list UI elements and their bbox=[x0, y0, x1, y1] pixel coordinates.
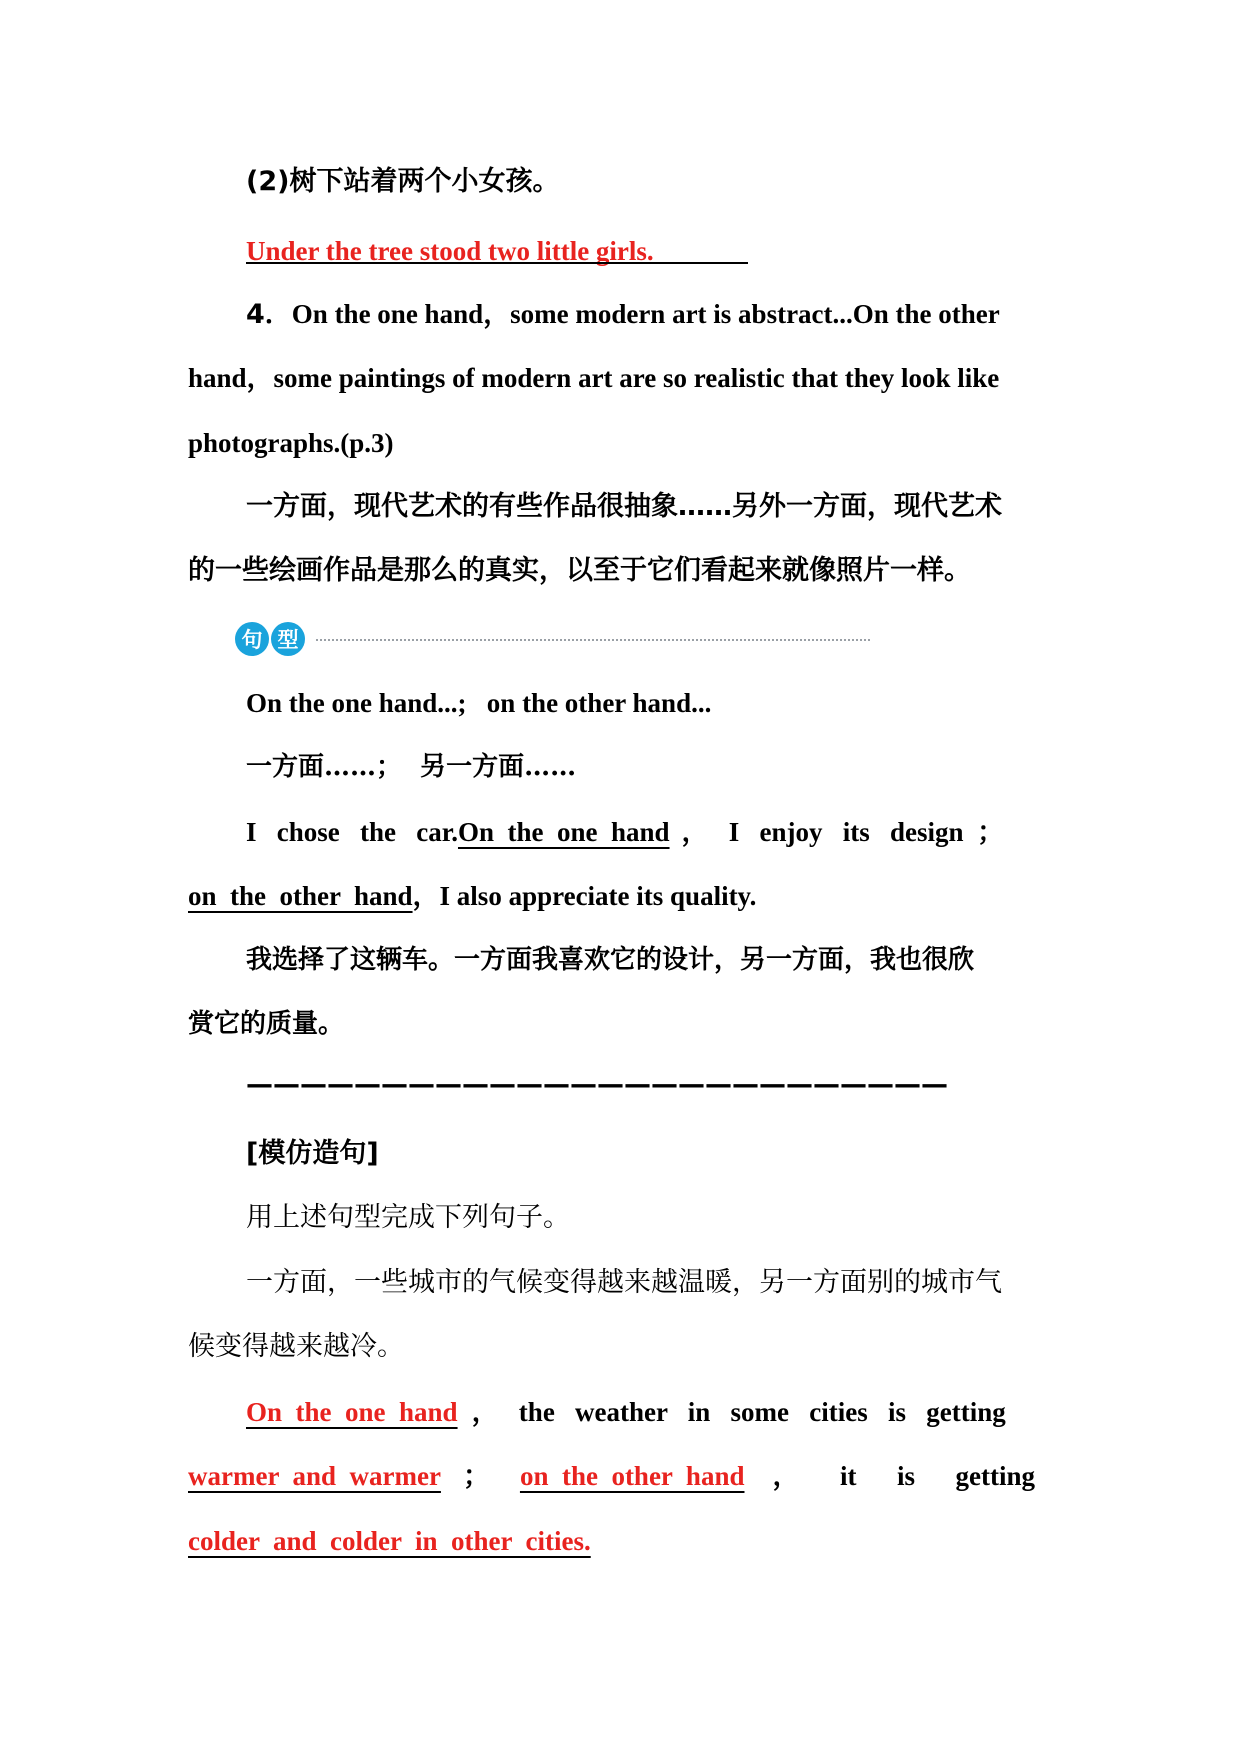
pattern-badge bbox=[235, 619, 307, 659]
item4-line1: 4．On the one hand，some modern art is abstract...On the other bbox=[246, 299, 1000, 330]
imitation-prompt-line2: 候变得越来越冷。 bbox=[188, 1331, 404, 1362]
imitation-answer-line3 bbox=[188, 1521, 1058, 1561]
answer-blank-2: warmer and warmer bbox=[188, 1461, 441, 1491]
example-answer: Under the tree stood two little girls. bbox=[246, 236, 654, 266]
pattern-example-blank-1: On the one hand bbox=[457, 817, 670, 847]
item4-line2: hand，some paintings of modern art are so realistic that they look like bbox=[188, 363, 1000, 393]
example-answer-underline bbox=[246, 262, 748, 264]
separator-line: —————————————————————————— bbox=[246, 1069, 948, 1100]
imitation-instruction: 用上述句型完成下列句子。 bbox=[246, 1202, 570, 1233]
example-chinese: (2)树下站着两个小女孩。 bbox=[246, 166, 560, 197]
pattern-structure: On the one hand...; on the other hand... bbox=[246, 688, 712, 718]
pattern-example-cn-line1: 我选择了这辆车。一方面我喜欢它的设计，另一方面，我也很欣 bbox=[246, 945, 975, 975]
imitation-answer-line1: On the one hand ， the weather in some cities is getting bbox=[246, 1397, 1006, 1427]
pattern-example-line1: I chose the car.On the one hand ， I enjoy its design ； bbox=[246, 817, 1005, 847]
pattern-badge-char-1: 句 bbox=[235, 622, 269, 656]
imitation-answer-line2: warmer and warmer ； on the other hand ， it is getting bbox=[188, 1461, 1035, 1491]
item4-translation-line1: 一方面，现代艺术的有些作品很抽象……另外一方面，现代艺术 bbox=[246, 491, 1002, 522]
item4-translation-line2: 的一些绘画作品是那么的真实，以至于它们看起来就像照片一样。 bbox=[188, 555, 971, 586]
pattern-structure-cn: 一方面……； 另一方面…… bbox=[246, 752, 577, 782]
pattern-example-cn-line2: 赏它的质量。 bbox=[188, 1009, 345, 1039]
item4-line3: photographs.(p.3) bbox=[188, 428, 394, 458]
dotted-divider bbox=[316, 639, 870, 641]
pattern-example-line2: on the other hand，I also appreciate its quality. bbox=[188, 881, 757, 911]
answer-blank-1: On the one hand bbox=[246, 1397, 458, 1427]
pattern-badge-char-2: 型 bbox=[271, 622, 305, 656]
imitation-prompt-line1: 一方面，一些城市的气候变得越来越温暖，另一方面别的城市气 bbox=[246, 1267, 1002, 1298]
item4-number: 4． bbox=[246, 299, 292, 330]
answer-blank-4: colder and colder in other cities. bbox=[188, 1526, 591, 1556]
pattern-example-blank-2: on the other hand bbox=[188, 881, 413, 911]
answer-blank-3: on the other hand bbox=[519, 1461, 745, 1491]
imitation-heading: [模仿造句] bbox=[246, 1138, 379, 1169]
